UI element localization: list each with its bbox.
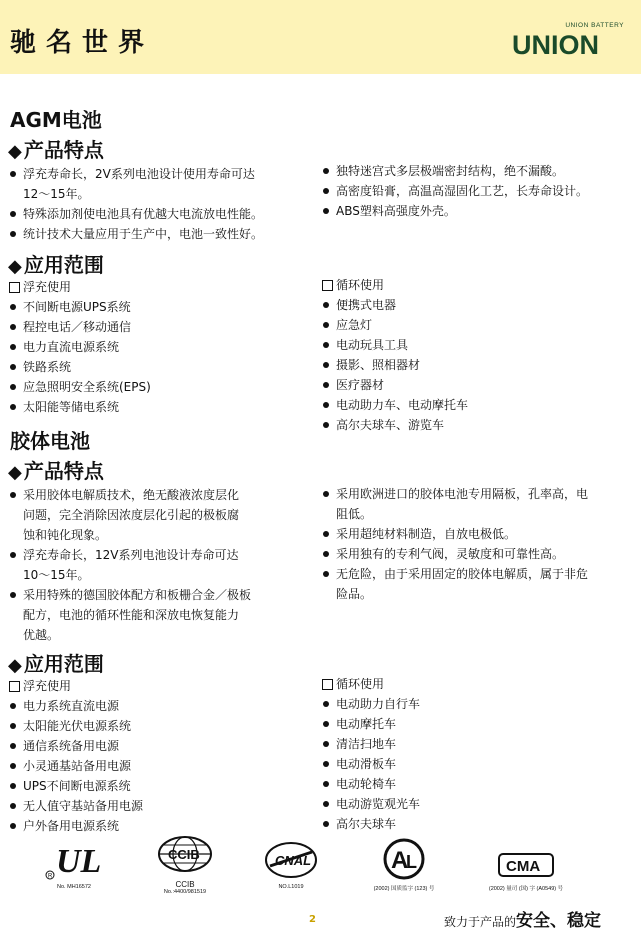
list-item: 便携式电器	[322, 295, 622, 315]
agm-apps-left	[9, 277, 309, 417]
agm-apps-heading: ◆ 应用范围	[8, 253, 104, 277]
checkbox-item: 循环使用	[322, 275, 622, 295]
logo-tagline: UNION BATTERY	[565, 22, 624, 29]
list-item: 摄影、照相器材	[322, 355, 622, 375]
header-banner	[0, 0, 641, 74]
slogan-prefix: 致力于产品的	[444, 915, 517, 929]
list-item: 采用独有的专利气阀，灵敏度和可靠性高。	[322, 544, 632, 564]
list-item: 采用胶体电解质技术，绝无酸液浓度层化	[9, 485, 309, 505]
list-item: 应急照明安全系统(EPS)	[9, 377, 309, 397]
list-item: 浮充寿命长，2V系列电池设计使用寿命可达	[9, 164, 309, 184]
svg-text:CCIB: CCIB	[168, 847, 200, 862]
svg-text:CNAL: CNAL	[275, 853, 312, 868]
list-item: 太阳能光伏电源系统	[9, 716, 309, 736]
list-item: 清洁扫地车	[322, 734, 622, 754]
cal-logo-icon	[376, 838, 432, 880]
header-title: 驰名世界	[10, 28, 155, 58]
list-item: 采用特殊的德国胶体配方和板栅合金／极板	[9, 585, 309, 605]
svg-text:CMA: CMA	[506, 858, 541, 875]
list-item: 独特迷宫式多层极端密封结构，绝不漏酸。	[322, 161, 632, 181]
list-item: 高密度铅膏，高温高湿固化工艺，长寿命设计。	[322, 181, 632, 201]
list-item-cont: 优越。	[23, 628, 60, 642]
agm-features-left	[9, 164, 309, 244]
list-item-cont: 阻低。	[336, 507, 373, 521]
list-item: 户外备用电源系统	[9, 816, 309, 836]
list-item: 电力系统直流电源	[9, 696, 309, 716]
ccib-caption: No.:4400/981519	[163, 889, 207, 895]
list-item: 浮充寿命长，12V系列电池设计寿命可达	[9, 545, 309, 565]
footer-slogan	[444, 906, 601, 931]
list-item-cont: 12～15年。	[23, 187, 90, 201]
diamond-icon: ◆	[8, 462, 22, 483]
list-item: 不间断电源UPS系统	[9, 297, 309, 317]
list-item: 程控电话／移动通信	[9, 317, 309, 337]
list-item: 无人值守基站备用电源	[9, 796, 309, 816]
gel-features-right	[322, 484, 632, 604]
list-item-cont: 问题，完全消除因浓度层化引起的极板腐	[23, 508, 240, 522]
list-item-cont: 蚀和钝化现象。	[23, 528, 108, 542]
list-item: 电动助力车、电动摩托车	[322, 395, 622, 415]
list-item: 采用超纯材料制造，自放电极低。	[322, 524, 632, 544]
certification-logos	[0, 836, 641, 896]
list-item: 统计技术大量应用于生产中，电池一致性好。	[9, 224, 309, 244]
gel-title: 胶体电池	[10, 429, 90, 453]
list-item: 电动摩托车	[322, 714, 622, 734]
list-item: 电动助力自行车	[322, 694, 622, 714]
union-logo	[512, 22, 632, 62]
ul-logo-icon	[42, 840, 106, 880]
list-item: 高尔夫球车、游览车	[322, 415, 622, 435]
diamond-icon: ◆	[8, 256, 22, 277]
list-item: 医疗器材	[322, 375, 622, 395]
diamond-icon: ◆	[8, 141, 22, 162]
list-item: 小灵通基站备用电源	[9, 756, 309, 776]
list-item-cont: 10～15年。	[23, 568, 90, 582]
list-item: 采用欧洲进口的胶体电池专用隔板，孔率高，电	[322, 484, 632, 504]
list-item: 铁路系统	[9, 357, 309, 377]
gel-apps-right	[322, 674, 622, 834]
svg-text:R: R	[48, 873, 53, 880]
gel-features-left	[9, 485, 309, 645]
checkbox-item: 循环使用	[322, 674, 622, 694]
svg-text:A: A	[391, 847, 409, 874]
list-item: UPS不间断电源系统	[9, 776, 309, 796]
cnal-caption: NO.L1019	[278, 884, 304, 890]
cnal-logo-icon	[264, 840, 318, 880]
ul-caption: No. MH16572	[57, 884, 91, 890]
list-item-cont: 配方，电池的循环性能和深放电恢复能力	[23, 608, 240, 622]
cnal-cert	[262, 840, 320, 890]
svg-text:UL: UL	[56, 843, 102, 880]
list-item-cont: 险品。	[336, 587, 373, 601]
page-number: 2	[309, 914, 316, 925]
svg-text:L: L	[406, 852, 417, 872]
agm-apps-right	[322, 275, 622, 435]
list-item: 电动玩具工具	[322, 335, 622, 355]
cma-cert	[474, 850, 578, 892]
slogan-emphasis: 安全、稳定	[516, 911, 602, 931]
cal-caption: (2002) 国质监字 (123) 号	[373, 886, 435, 892]
list-item: 电动滑板车	[322, 754, 622, 774]
checkbox-item: 浮充使用	[9, 277, 309, 297]
list-item: 特殊添加剂使电池具有优越大电流放电性能。	[9, 204, 309, 224]
list-item: 电动轮椅车	[322, 774, 622, 794]
agm-features-right	[322, 161, 632, 221]
list-item: 无危险，由于采用固定的胶体电解质，属于非危	[322, 564, 632, 584]
cma-caption: (2002) 量司 (国) 字 (A0549) 号	[488, 886, 564, 892]
list-item: 高尔夫球车	[322, 814, 622, 834]
ccib-text: CCIB	[175, 880, 195, 889]
checkbox-item: 浮充使用	[9, 676, 309, 696]
logo-wordmark: UNION	[512, 30, 599, 60]
list-item: 电力直流电源系统	[9, 337, 309, 357]
cal-cert	[358, 838, 450, 892]
list-item: ABS塑料高强度外壳。	[322, 201, 632, 221]
ccib-cert	[150, 836, 220, 895]
diamond-icon: ◆	[8, 655, 22, 676]
cma-logo-icon	[496, 850, 556, 880]
list-item: 通信系统备用电源	[9, 736, 309, 756]
gel-apps-left	[9, 676, 309, 836]
gel-features-heading: ◆ 产品特点	[8, 459, 104, 483]
agm-title: AGM电池	[10, 108, 102, 132]
list-item: 应急灯	[322, 315, 622, 335]
ul-cert	[34, 840, 114, 890]
agm-features-heading: ◆ 产品特点	[8, 138, 104, 162]
list-item: 电动游览观光车	[322, 794, 622, 814]
ccib-globe-icon	[156, 836, 214, 876]
list-item: 太阳能等储电系统	[9, 397, 309, 417]
gel-apps-heading: ◆ 应用范围	[8, 652, 104, 676]
